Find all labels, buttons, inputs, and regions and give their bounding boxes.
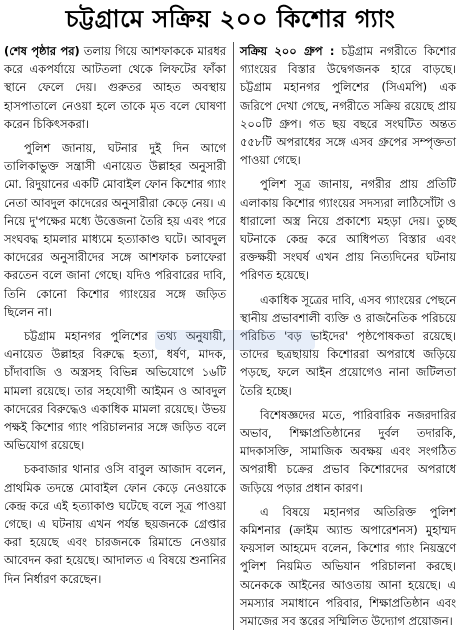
- left-paragraph-3: চট্টগ্রাম মহানগর পুলিশের তথ্য অনুযায়ী, এনায়েত উল্লাহর বিরুদ্ধে হত্যা, ধর্ষণ, মাদক, চাঁদাবাজি ও অস্ত্রসহ বিভিন্ন অভিযোগে ১৬টি মামলা রয়েছে। তার সহযোগী আইমন ও আবদুল কাদেরের বিরুদ্ধেও একাধিক মামলা রয়েছে। উভয় পক্ষই কিশোর গ্যাং পরিচালনার সঙ্গে জড়িত বলে অভিযোগ রয়েছে।: [4, 329, 226, 453]
- watermark-overlay: [155, 330, 315, 350]
- left-paragraph-1: [4, 42, 226, 133]
- continuation-label: (শেষ পৃষ্ঠার পর): [4, 44, 80, 58]
- article-headline: চট্টগ্রামে সক্রিয় ২০০ কিশোর গ্যাং: [65, 5, 396, 33]
- right-paragraph-5: এ বিষয়ে মহানগর অতিরিক্ত পুলিশ কমিশনার (ক্রাইম অ্যান্ড অপারেশনস) মুহাম্মদ ফয়সাল আহমেদ বলেন, কিশোর গ্যাং নিয়ন্ত্রণে পুলিশ নিয়মিত অভিযান পরিচালনা করছে। অনেককে আইনের আওতায় আনা হয়েছে। এ সমস্যার সমাধানে পরিবার, শিক্ষাপ্রতিষ্ঠান এবং সমাজের সব স্তরের সম্মিলিত উদ্যোগ প্রয়োজন।: [240, 504, 456, 629]
- right-paragraph-1: [240, 42, 456, 169]
- right-paragraph-2: পুলিশ সূত্র জানায়, নগরীর প্রায় প্রতিটি এলাকায় কিশোর গ্যাংয়ের সদস্যরা লাঠিসোঁটা ও ধারালো অস্ত্র নিয়ে প্রকাশ্যে মহড়া দেয়। তুচ্ছ ঘটনাকে কেন্দ্র করে আধিপত্য বিস্তার এবং রক্তক্ষয়ী সংঘর্ষ এখন প্রায় নিত্যদিনের ঘটনায় পরিণত হয়েছে।: [240, 177, 456, 283]
- left-paragraph-1-text: তলায় গিয়ে আশফাককে মারধর করে একপর্যায়ে আটতলা থেকে লিফটের ফাঁকা স্থানে ফেলে দেয়। গুরুতর আহত অবস্থায় হাসপাতালে নেওয়া হলে তাকে মৃত বলে ঘোষণা করেন চিকিৎসকরা।: [4, 44, 226, 131]
- right-paragraph-1-text: চট্টগ্রাম নগরীতে কিশোর গ্যাংয়ের বিস্তার উদ্বেগজনক হারে বাড়ছে। চট্টগ্রাম মহানগর পুলিশের (সিএমপি) এক জরিপে দেখা গেছে, নগরীতে সক্রিয় রয়েছে প্রায় ২০০টি গ্রুপ। গত ছয় বছরে সংঘটিত অন্তত ৫৫৮টি অপরাধের সঙ্গে এসব গ্রুপের সম্পৃক্ততা পাওয়া গেছে।: [240, 44, 456, 168]
- left-column: [4, 42, 226, 594]
- section-subhead: সক্রিয় ২০০ গ্রুপ :: [240, 44, 335, 58]
- right-paragraph-3: একাধিক সূত্রের দাবি, এসব গ্যাংয়ের পেছনে স্থানীয় প্রভাবশালী ব্যক্তি ও রাজনৈতিক পরিচয়ে পরিচিত 'বড় ভাইদের' পৃষ্ঠপোষকতা রয়েছে। তাদের ছত্রছায়ায় কিশোররা অপরাধে জড়িয়ে পড়ছে, ফলে আইন প্রয়োগেও নানা জটিলতা তৈরি হচ্ছে।: [240, 292, 456, 398]
- right-paragraph-4: বিশেষজ্ঞদের মতে, পারিবারিক নজরদারির অভাব, শিক্ষাপ্রতিষ্ঠানের দুর্বল তদারকি, মাদকাসক্তি, সামাজিক অবক্ষয় এবং সংগঠিত অপরাধী চক্রের প্রভাব কিশোরদের অপরাধে জড়িয়ে পড়ার প্রধান কারণ।: [240, 407, 456, 495]
- left-paragraph-2: পুলিশ জানায়, ঘটনার দুই দিন আগে তালিকাভুক্ত সন্ত্রাসী এনায়েত উল্লাহর অনুসারী মো. রিদুয়ানের একটি মোবাইল ফোন কিশোর গ্যাং নেতা আবদুল কাদেরের অনুসারীরা কেড়ে নেয়। এ নিয়ে দু'পক্ষের মধ্যে উত্তেজনা তৈরি হয় এবং পরে সংঘবদ্ধ হামলার মাধ্যমে হত্যাকাণ্ড ঘটে। আবদুল কাদেরের অনুসারীদের সঙ্গে আশফাক চলাফেরা করতেন বলে জানা গেছে। যদিও পরিবারের দাবি, তিনি কোনো কিশোর গ্যাংয়ের সঙ্গে জড়িত ছিলেন না।: [4, 141, 226, 319]
- left-paragraph-4: চকবাজার থানার ওসি বাবুল আজাদ বলেন, প্রাথমিক তদন্তে মোবাইল ফোন কেড়ে নেওয়াকে কেন্দ্র করে এই হত্যাকাণ্ড ঘটেছে বলে সূত্র পাওয়া গেছে। এ ঘটনায় এখন পর্যন্ত ছয়জনকে গ্রেপ্তার করা হয়েছে এবং চারজনকে রিমান্ডে নেওয়ার আবেদন করা হয়েছে। আদালত এ বিষয়ে শুনানির দিন নির্ধারণ করেছেন।: [4, 462, 226, 586]
